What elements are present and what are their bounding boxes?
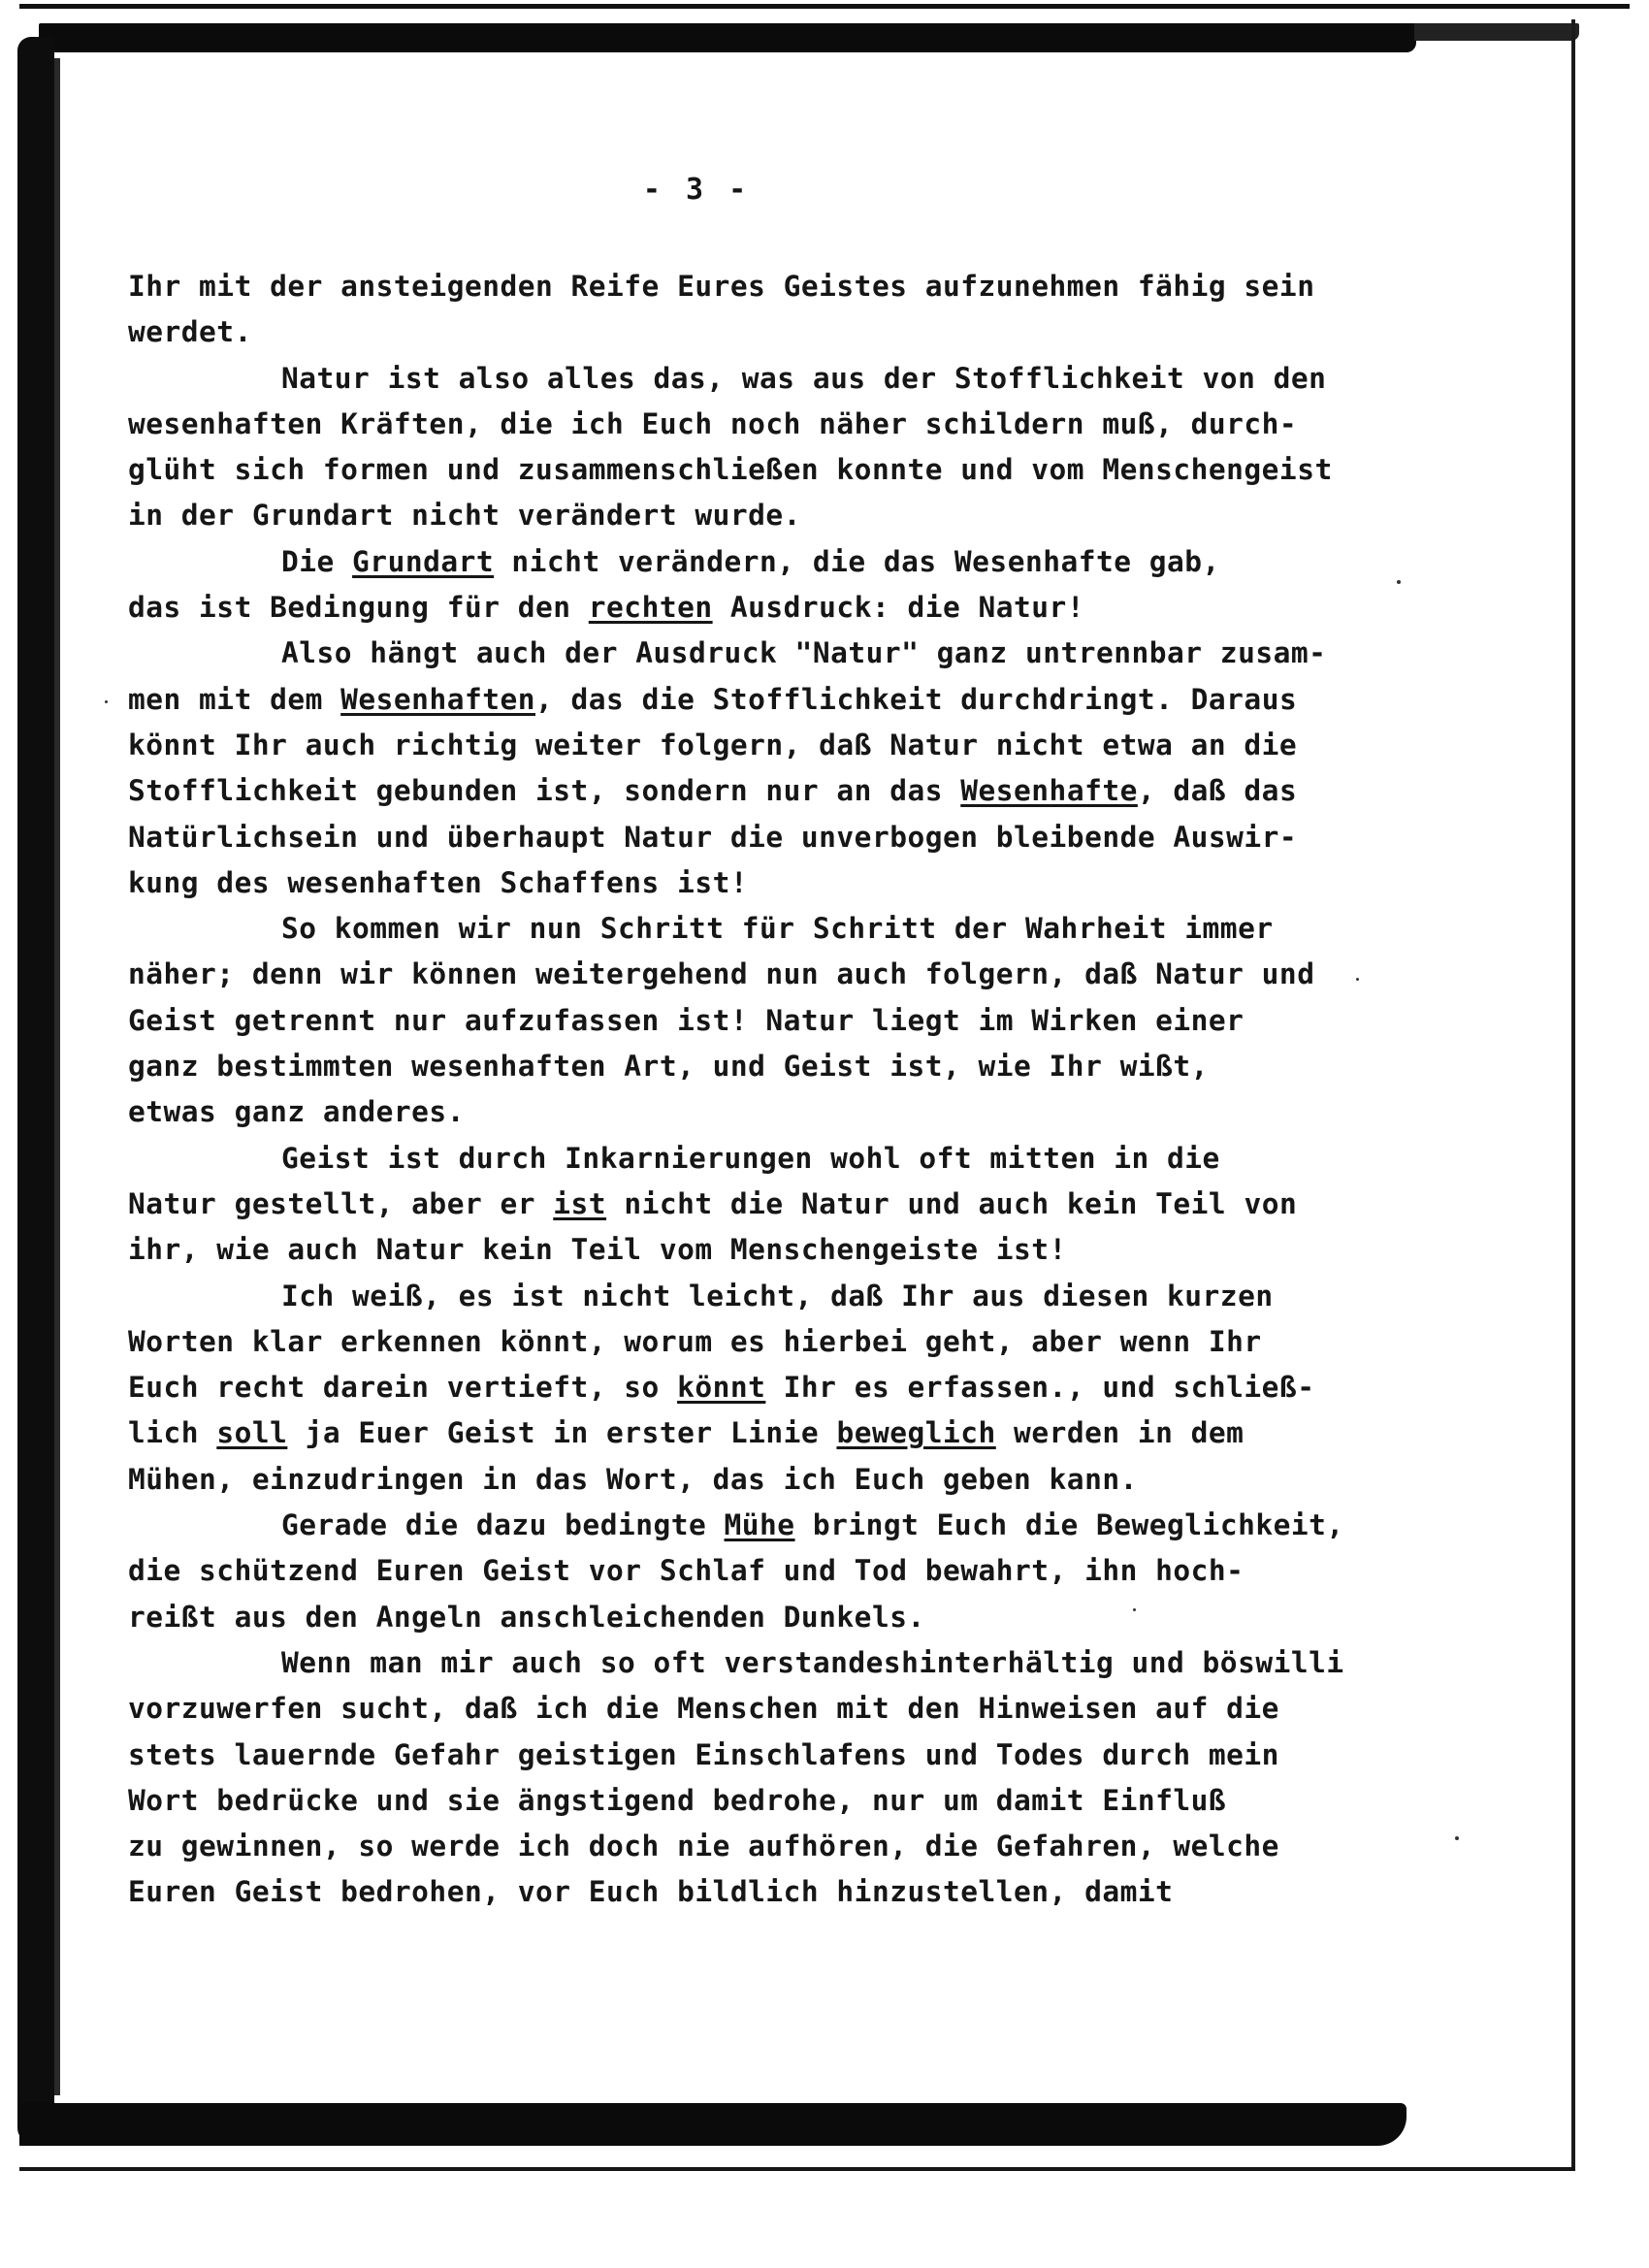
text-run: Gerade die dazu bedingte [281,1508,725,1542]
text-line [128,952,1428,997]
text-run: stets lauernde Gefahr geistigen Einschlafens und Todes durch mein [128,1737,1279,1771]
text-run: nicht die Natur und auch kein Teil von [606,1186,1298,1220]
text-run: bringt Euch die Beweglichkeit, [794,1508,1344,1542]
text-line [128,723,1428,768]
scan-shadow-top-right [1414,23,1579,41]
underlined-word: rechten [588,591,713,625]
text-run: das ist Bedingung für den [128,591,589,625]
text-run: Ausdruck: die Natur! [712,591,1085,625]
text-line [128,309,1428,355]
text-run: vorzuwerfen sucht, daß ich die Menschen mit den Hinweisen auf die [128,1692,1279,1726]
text-run: die schützend Euren Geist vor Schlaf und Tod bewahrt, ihn hoch- [128,1554,1245,1588]
text-run: lich [128,1416,217,1450]
underlined-word: soll [216,1416,288,1450]
text-run: men mit dem [128,682,341,716]
text-run: Also hängt auch der Ausdruck "Natur" ganz untrennbar zusam- [281,636,1327,670]
text-line [128,1640,1428,1686]
underlined-word: beweglich [836,1416,996,1450]
text-run: Natur ist also alles das, was aus der Stofflichkeit von den [281,361,1327,395]
text-run: Mühen, einzudringen in das Wort, das ich Euch geben kann. [128,1462,1138,1496]
text-run: ganz bestimmten wesenhaften Art, und Geist ist, wie Ihr wißt, [128,1050,1209,1084]
text-run: Ihr mit der ansteigenden Reife Eures Geistes aufzunehmen fähig sein [128,270,1315,303]
text-run: Geist getrennt nur aufzufassen ist! Natur liegt im Wirken einer [128,1003,1245,1037]
text-line [128,1778,1428,1824]
text-run: , daß das [1137,774,1298,808]
text-line [128,906,1428,952]
text-line [128,1274,1428,1319]
text-line [128,1869,1428,1915]
scan-edge-right [1571,19,1575,2171]
scan-shadow-left [17,37,54,2142]
text-line [128,815,1428,860]
text-run: Die [281,544,353,578]
dust-speck [105,700,108,703]
underlined-word: ist [553,1186,607,1220]
text-run: könnt Ihr auch richtig weiter folgern, daß Natur nicht etwa an die [128,728,1298,761]
text-line [128,631,1428,676]
text-line [128,998,1428,1044]
text-run: zu gewinnen, so werde ich doch nie aufhören, die Gefahren, welche [128,1830,1279,1863]
text-line [128,1548,1428,1594]
underlined-word: Wesenhafte [960,774,1138,808]
dust-speck [1455,1836,1459,1840]
text-run: , das die Stofflichkeit durchdringt. Daraus [535,682,1298,716]
text-run: wesenhaften Kräften, die ich Euch noch näher schildern muß, durch- [128,406,1298,440]
text-line [128,585,1428,631]
text-line [128,1182,1428,1227]
text-run: Worten klar erkennen könnt, worum es hierbei geht, aber wenn Ihr [128,1324,1262,1358]
text-run: Ich weiß, es ist nicht leicht, daß Ihr aus diesen kurzen [281,1279,1274,1312]
page-number: - 3 - [642,173,751,207]
underlined-word: Grundart [352,544,495,578]
underlined-word: könnt [677,1371,766,1405]
underlined-word: Mühe [724,1508,795,1542]
text-line [128,768,1428,814]
text-line [128,1319,1428,1365]
text-line [128,264,1428,309]
text-line [128,1686,1428,1732]
text-line [128,1595,1428,1640]
text-run: So kommen wir nun Schritt für Schritt der Wahrheit immer [281,912,1274,946]
text-line [128,1136,1428,1182]
text-line [128,493,1428,538]
underlined-word: Wesenhaften [340,682,536,716]
text-run: Stofflichkeit gebunden ist, sondern nur an das [128,774,961,808]
text-run: Geist ist durch Inkarnierungen wohl oft mitten in die [281,1141,1220,1175]
text-line [128,356,1428,402]
scan-edge-bottom [19,2167,1575,2171]
text-run: reißt aus den Angeln anschleichenden Dunkels. [128,1600,925,1634]
scan-shadow-left-inner [54,58,60,2095]
text-run: kung des wesenhaften Schaffens ist! [128,865,749,899]
text-line [128,1089,1428,1135]
scan-shadow-bottom [19,2103,1406,2146]
text-line [128,1824,1428,1869]
text-line [128,1365,1428,1410]
text-line [128,1410,1428,1456]
text-line [128,677,1428,723]
scan-edge-top [19,4,1630,9]
text-run: Natürlichsein und überhaupt Natur die unverbogen bleibende Auswir- [128,820,1298,854]
text-run: Wort bedrücke und sie ängstigend bedrohe, nur um damit Einfluß [128,1783,1227,1817]
text-run: näher; denn wir können weitergehend nun auch folgern, daß Natur und [128,957,1315,991]
text-line [128,1227,1428,1273]
text-line [128,860,1428,906]
text-run: glüht sich formen und zusammenschließen konnte und vom Menschengeist [128,453,1333,487]
text-run: etwas ganz anderes. [128,1095,465,1129]
text-run: Wenn man mir auch so oft verstandeshinterhältig und böswilli [281,1645,1344,1679]
text-line [128,1733,1428,1778]
text-run: werden in dem [995,1416,1245,1450]
text-run: Natur gestellt, aber er [128,1186,554,1220]
text-run: nicht verändern, die das Wesenhafte gab, [494,544,1220,578]
text-run: Euch recht darein vertieft, so [128,1371,678,1405]
text-run: ja Euer Geist in erster Linie [287,1416,837,1450]
text-line [128,1457,1428,1503]
typewritten-body-text [128,264,1428,1916]
text-run: Ihr es erfassen., und schließ- [765,1371,1315,1405]
text-run: werdet. [128,315,252,349]
scan-shadow-top [39,23,1416,52]
text-run: Euren Geist bedrohen, vor Euch bildlich hinzustellen, damit [128,1875,1174,1909]
text-line [128,1503,1428,1548]
text-run: ihr, wie auch Natur kein Teil vom Menschengeiste ist! [128,1233,1067,1267]
text-line [128,447,1428,493]
text-run: in der Grundart nicht verändert wurde. [128,499,801,533]
text-line [128,402,1428,447]
text-line [128,1044,1428,1089]
text-line [128,539,1428,585]
